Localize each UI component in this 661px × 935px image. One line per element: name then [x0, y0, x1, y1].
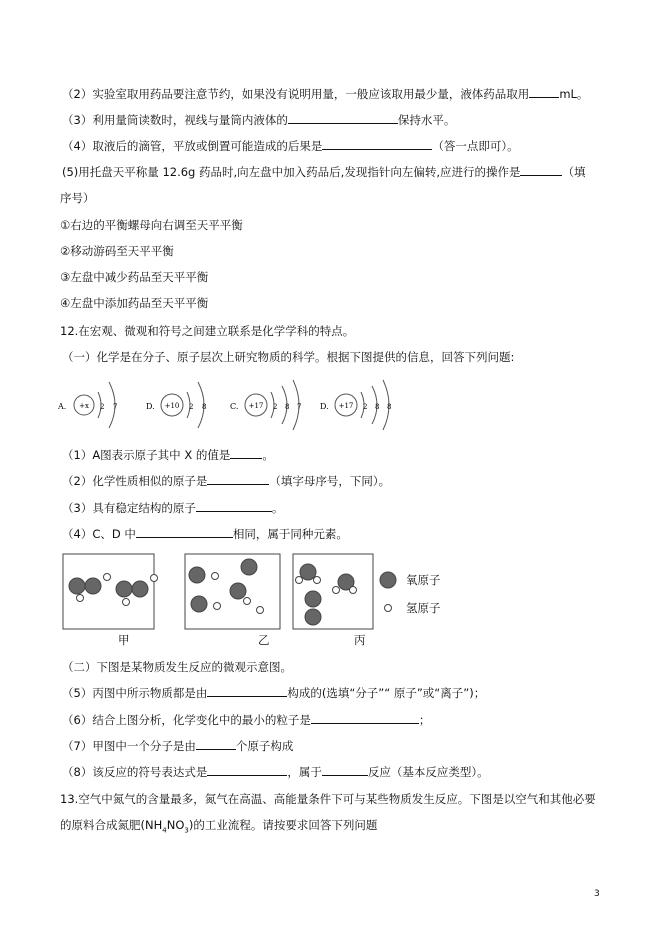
text: 保持水平。 — [397, 113, 456, 127]
q12-sub7 — [62, 738, 293, 754]
text: （填 — [562, 165, 586, 179]
q12-part1: （一）化学是在分子、原子层次上研究物质的科学。根据下图提供的信息，回答下列问题: — [62, 350, 515, 364]
q11-sub3 — [62, 112, 455, 128]
text: 构成的(选填“分子”“ 原子”或“离子”)； — [287, 686, 486, 700]
text: （2）化学性质相似的原子是 — [62, 474, 208, 488]
atom-shell: 2 — [273, 403, 278, 411]
atom-nucleus: +x — [79, 402, 89, 410]
molecule-diagram — [60, 552, 400, 632]
text: （4）取液后的滴管，平放或倒置可能造成的后果是 — [62, 139, 323, 153]
text: 个原子构成 — [235, 739, 294, 753]
text: （填字母序号，下同）。 — [269, 474, 391, 488]
atom-shell: 2 — [100, 403, 105, 411]
atom-nucleus: +17 — [338, 402, 354, 410]
q11-sub5-cont: 序号） — [60, 191, 95, 205]
text: mL。 — [559, 87, 589, 101]
text: 。 — [271, 501, 284, 515]
option-2: ②移动游码至天平平衡 — [60, 244, 174, 258]
q12-sub2 — [62, 473, 390, 489]
subscript: 3 — [184, 826, 189, 835]
option-4: ④左盘中添加药品至天平平衡 — [60, 296, 209, 310]
atom-structure-diagrams — [58, 376, 418, 434]
atom-nucleus: +17 — [248, 402, 264, 410]
atom-c — [230, 380, 301, 430]
q11-sub5 — [62, 164, 585, 180]
atom-label: C. — [230, 402, 239, 411]
answer-blank — [529, 86, 559, 98]
atom-shell: 2 — [189, 403, 194, 411]
answer-blank — [207, 764, 287, 776]
text: （5）丙图中所示物质都是由 — [62, 686, 208, 700]
text: NO — [166, 818, 185, 832]
answer-blank — [311, 712, 419, 724]
atom-shell: 8 — [202, 403, 207, 411]
text: 。 — [262, 448, 274, 462]
text: （3）具有稳定结构的原子 — [62, 501, 196, 515]
option-3: ③左盘中减少药品至天平平衡 — [60, 270, 209, 284]
answer-blank — [520, 164, 562, 176]
q13-line1: 13.空气中氮气的含量最多，氮气在高温、高能量条件下可与某些物质发生反应。下图是以空气和其他必要 — [60, 792, 596, 806]
text: ，属于 — [287, 765, 322, 779]
box-label-bing: 丙 — [354, 633, 366, 647]
text: （3）利用量筒读数时，视线与量筒内液体的 — [62, 113, 288, 127]
answer-blank — [136, 526, 233, 538]
q12-sub6 — [62, 712, 430, 728]
text: （1）A图表示原子其中 X 的值是 — [62, 448, 231, 462]
answer-blank — [322, 138, 432, 150]
q12-sub3 — [62, 500, 283, 516]
answer-blank — [196, 738, 236, 750]
q12-part2: （二）下图是某物质发生反应的微观示意图。 — [62, 660, 292, 674]
atom-b — [146, 382, 206, 428]
text: 的原料合成氮肥(NH — [60, 818, 163, 832]
legend-oxygen: 氧原子 — [406, 573, 441, 587]
answer-blank — [196, 500, 272, 512]
subscript: 4 — [162, 826, 167, 835]
text: (5)用托盘天平称量 12.6g 药品时,向左盘中加入药品后,发现指针向左偏转,应进行的操作是 — [62, 165, 521, 179]
atom-label: D. — [146, 402, 155, 411]
atom-shell: 8 — [375, 403, 380, 411]
text: （2）实验室取用药品要注意节约，如果没有说明用量，一般应该取用最少量，液体药品取用 — [62, 87, 530, 101]
q11-sub4 — [62, 138, 519, 154]
text: 反应（基本反应类型）。 — [367, 765, 489, 779]
atom-nucleus: +10 — [164, 402, 180, 410]
text: （6）结合上图分析，化学变化中的最小的粒子是 — [62, 713, 311, 727]
atom-d — [320, 380, 391, 430]
atom-label: D. — [320, 402, 329, 411]
answer-blank — [207, 473, 269, 485]
atom-shell: 7 — [297, 403, 302, 411]
text: )的工业流程。请按要求回答下列问题 — [188, 818, 378, 832]
text: ； — [418, 713, 431, 727]
answer-blank — [207, 685, 287, 697]
option-1: ①右边的平衡螺母向右调至天平平衡 — [60, 218, 243, 232]
atom-shell: 2 — [363, 403, 368, 411]
text: （4）C、D 中 — [62, 527, 136, 541]
atom-shell: 8 — [285, 403, 290, 411]
atom-shell: 7 — [113, 403, 118, 411]
legend-hydrogen: 氢原子 — [406, 601, 441, 615]
text: （答一点即可）。 — [432, 139, 519, 153]
q13-line2 — [60, 817, 377, 838]
text: （7）甲图中一个分子是由 — [62, 739, 196, 753]
q12-sub8 — [62, 764, 489, 780]
atom-label: A. — [58, 402, 67, 411]
box-label-jia: 甲 — [118, 633, 130, 647]
box-label-yi: 乙 — [258, 633, 270, 647]
atom-shell: 8 — [387, 403, 392, 411]
answer-blank — [230, 447, 262, 459]
text: 相同，属于同种元素。 — [232, 527, 348, 541]
text: （8）该反应的符号表达式是 — [62, 765, 208, 779]
q11-sub2 — [62, 86, 588, 102]
q12-sub5 — [62, 685, 485, 701]
q12-sub1 — [62, 447, 274, 463]
q12-intro: 12.在宏观、微观和符号之间建立联系是化学学科的特点。 — [60, 324, 355, 338]
page-number: 3 — [594, 889, 600, 899]
answer-blank — [322, 764, 368, 776]
q12-sub4 — [62, 526, 348, 542]
atom-a — [58, 382, 117, 428]
answer-blank — [288, 112, 398, 124]
